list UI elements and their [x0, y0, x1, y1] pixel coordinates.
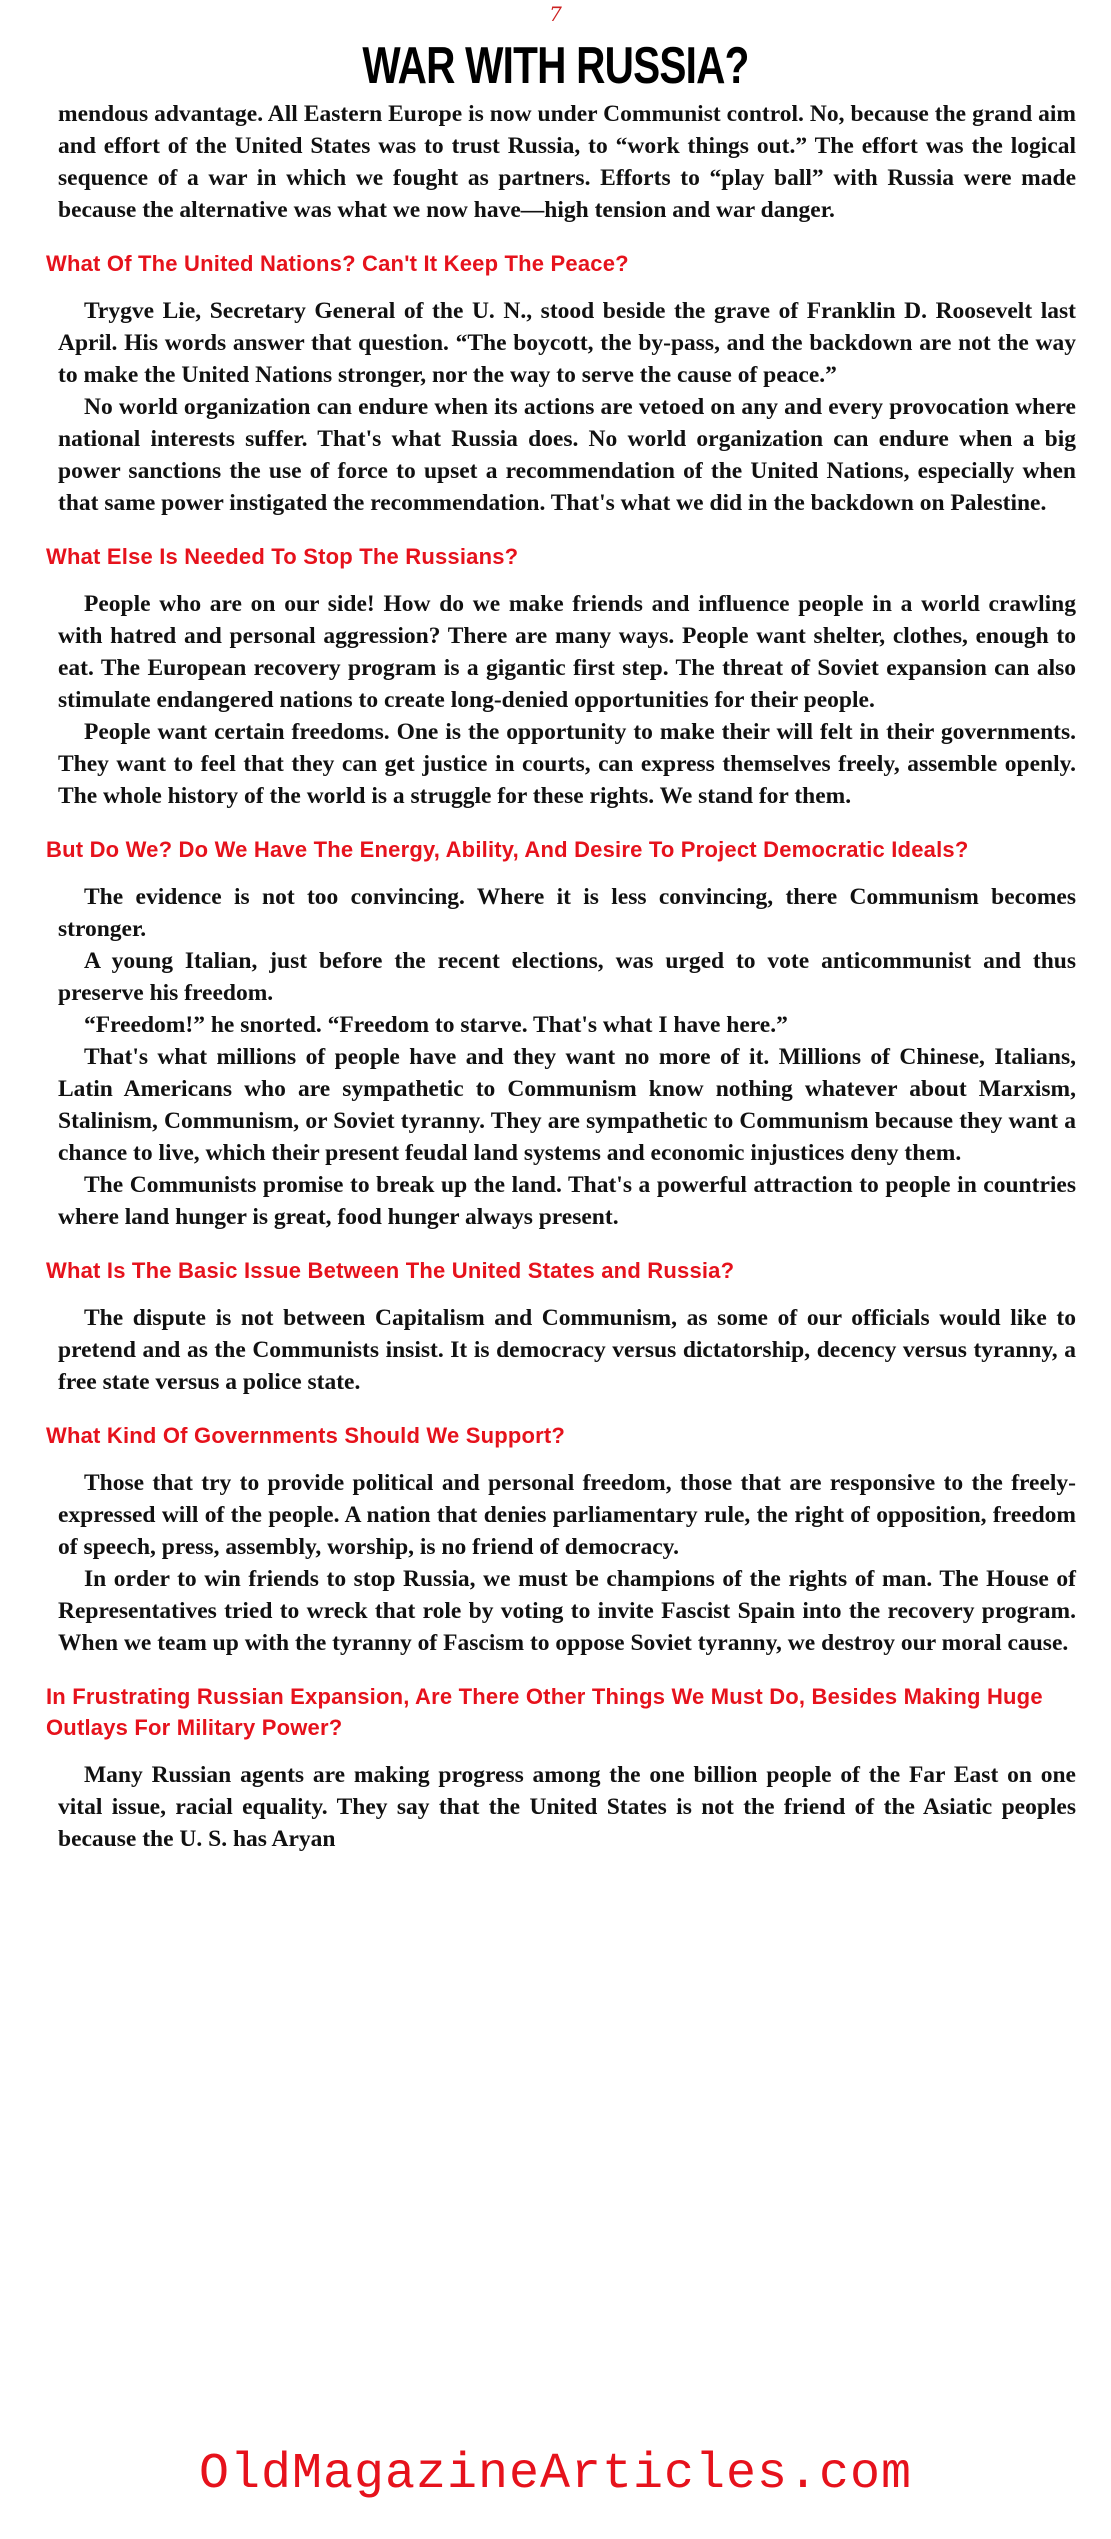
section-heading: What Is The Basic Issue Between The United States and Russia? — [46, 1258, 735, 1283]
body-paragraph: People who are on our side! How do we make friends and influence people in a world crawling with hatred and personal aggression? There are many ways. People want shelter, clothes, enough to eat. The European recovery program is a gigantic first step. The threat of Soviet expansion can also stimulate endangered nations to create long-denied opportunities for their people. — [58, 591, 1076, 713]
page-number: 7 — [549, 2, 562, 26]
section-heading: In Frustrating Russian Expansion, Are There Other Things We Must Do, Besides Making Huge Outlays For Military Power? — [46, 1684, 1043, 1740]
body-paragraph: “Freedom!” he snorted. “Freedom to starve. That's what I have here.” — [84, 1012, 788, 1038]
source-watermark: OldMagazineArticles.com — [198, 2446, 913, 2503]
body-paragraph: The evidence is not too convincing. Where it is less convincing, there Communism becomes stronger. — [58, 884, 1076, 942]
article-title: WAR WITH RUSSIA? — [362, 37, 749, 95]
body-paragraph: A young Italian, just before the recent elections, was urged to vote anticommunist and thus preserve his freedom. — [58, 948, 1076, 1006]
section-heading: What Kind Of Governments Should We Support? — [46, 1423, 566, 1448]
body-paragraph: The dispute is not between Capitalism and Communism, as some of our officials would like to pretend and as the Communists insist. It is democracy versus dictatorship, decency versus tyranny, a free state versus a police state. — [58, 1305, 1076, 1395]
intro-paragraph: mendous advantage. All Eastern Europe is now under Communist control. No, because the grand aim and effort of the United States was to trust Russia, to “work things out.” The effort was the logical sequence of a war in which we fought as partners. Efforts to “play ball” with Russia were made because the alternative was what we now have—high tension and war danger. — [58, 101, 1076, 223]
body-paragraph: The Communists promise to break up the land. That's a powerful attraction to people in countries where land hunger is great, food hunger always present. — [58, 1172, 1076, 1230]
body-paragraph: People want certain freedoms. One is the opportunity to make their will felt in their governments. They want to feel that they can get justice in courts, can express themselves freely, assemble openly. The whole history of the world is a struggle for these rights. We stand for them. — [58, 719, 1076, 809]
section-heading: But Do We? Do We Have The Energy, Ability, And Desire To Project Democratic Ideals? — [46, 837, 969, 862]
body-paragraph: Many Russian agents are making progress among the one billion people of the Far East on one vital issue, racial equality. They say that the United States is not the friend of the Asiatic peoples because the U. S. has Aryan — [58, 1762, 1076, 1852]
article-body — [46, 98, 1076, 1855]
section-heading: What Else Is Needed To Stop The Russians? — [46, 544, 519, 569]
body-paragraph: In order to win friends to stop Russia, we must be champions of the rights of man. The House of Representatives tried to wreck that role by voting to invite Fascist Spain into the recovery program. When we team up with the tyranny of Fascism to oppose Soviet tyranny, we destroy our moral cause. — [58, 1566, 1076, 1656]
body-paragraph: Trygve Lie, Secretary General of the U. N., stood beside the grave of Franklin D. Roosevelt last April. His words answer that question. “The boycott, the by-pass, and the backdown are not the way to make the United Nations stronger, nor the way to serve the cause of peace.” — [58, 298, 1076, 388]
body-paragraph: Those that try to provide political and personal freedom, those that are responsive to the freely-expressed will of the people. A nation that denies parliamentary rule, the right of opposition, freedom of speech, press, assembly, worship, is no friend of democracy. — [58, 1470, 1076, 1560]
section-heading: What Of The United Nations? Can't It Keep The Peace? — [46, 251, 629, 276]
body-paragraph: That's what millions of people have and they want no more of it. Millions of Chinese, Italians, Latin Americans who are sympathetic to Communism know nothing whatever about Marxism, Stalinism, Communism, or Soviet tyranny. They are sympathetic to Communism because they want a chance to live, which their present feudal land systems and economic injustices deny them. — [58, 1044, 1076, 1166]
body-paragraph: No world organization can endure when its actions are vetoed on any and every provocation where national interests suffer. That's what Russia does. No world organization can endure when a big power sanctions the use of force to upset a recommendation of the United Nations, especially when that same power instigated the recommendation. That's what we did in the backdown on Palestine. — [58, 394, 1076, 516]
